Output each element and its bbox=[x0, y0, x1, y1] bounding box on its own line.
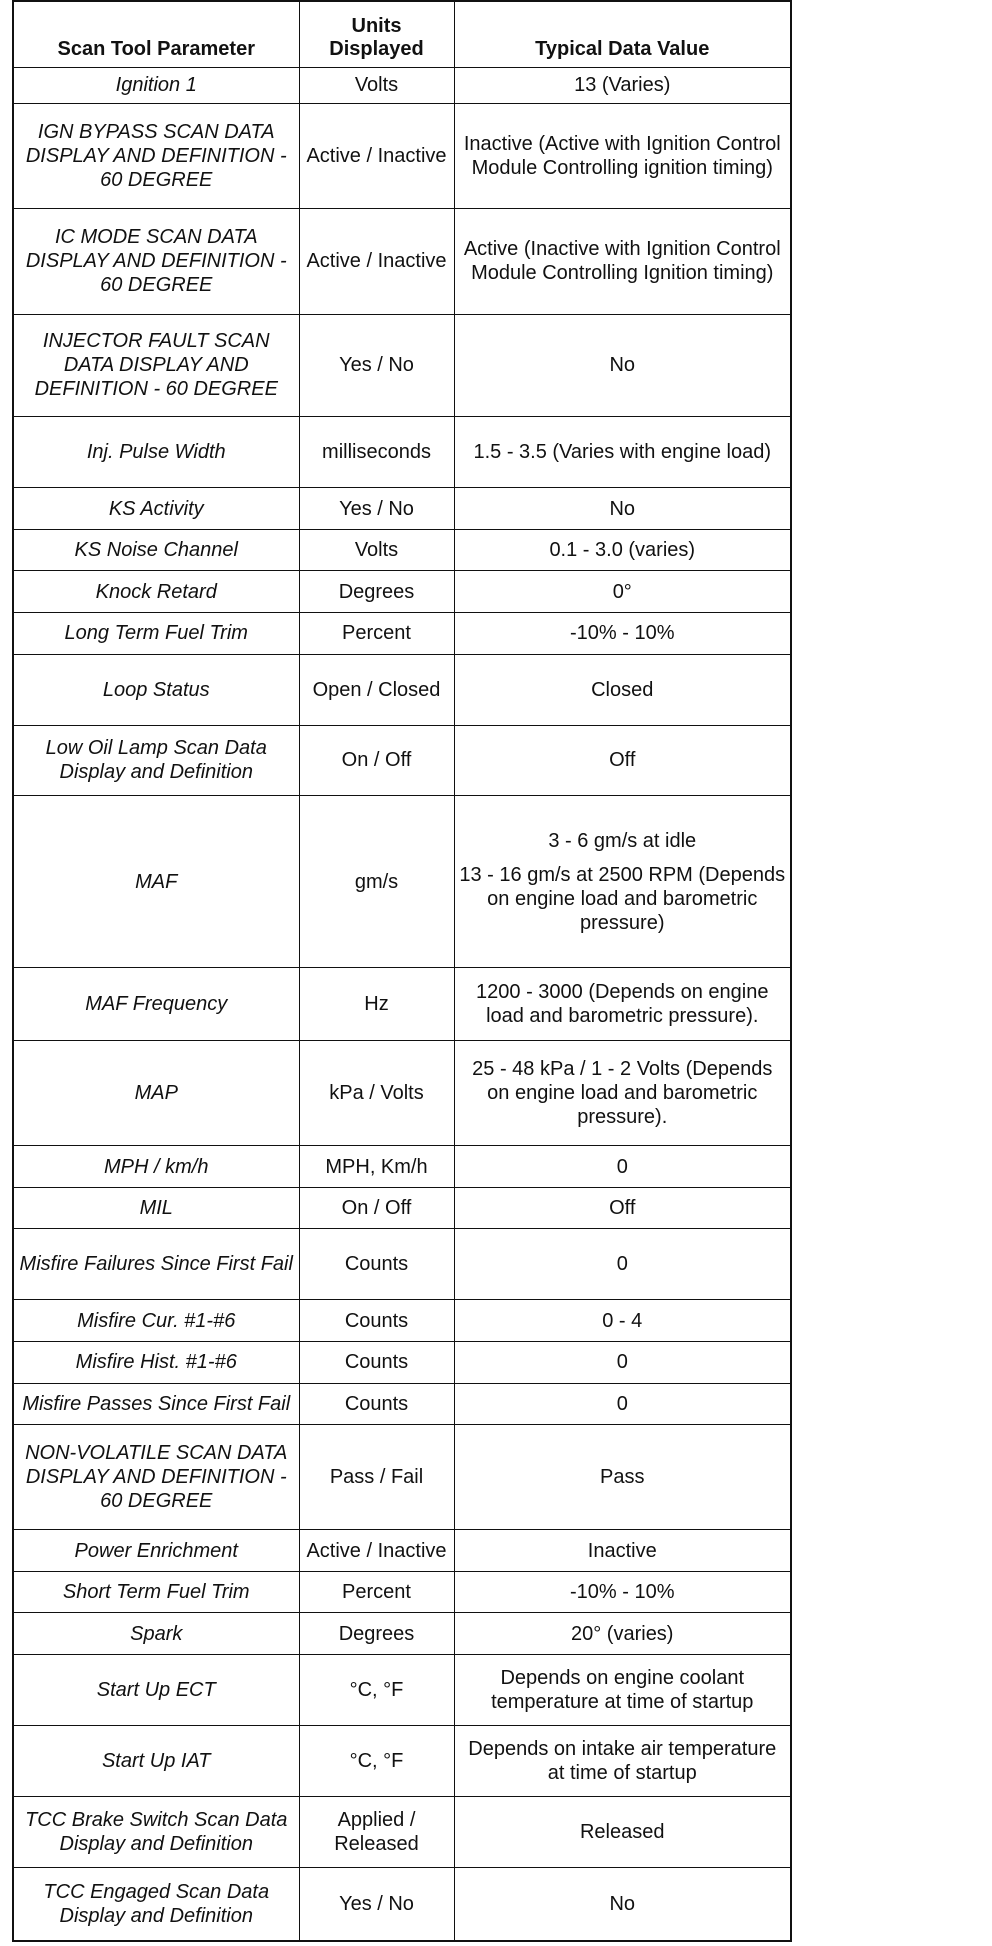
table-row bbox=[13, 1613, 791, 1655]
units-cell: Percent bbox=[299, 612, 454, 654]
typical-value-line: 0° bbox=[612, 580, 632, 603]
units-cell: Applied / Released bbox=[299, 1796, 454, 1867]
typical-value-cell bbox=[454, 1613, 791, 1655]
parameter-cell: Short Term Fuel Trim bbox=[13, 1571, 299, 1613]
table-row bbox=[13, 1229, 791, 1300]
typical-value-line: 1200 - 3000 (Depends on engine load and barometric pressure). bbox=[476, 980, 769, 1027]
parameter-cell: Low Oil Lamp Scan Data Display and Definition bbox=[13, 725, 299, 796]
typical-value-cell bbox=[454, 612, 791, 654]
typical-value-line: Released bbox=[579, 1820, 665, 1843]
typical-value-line: 0 bbox=[616, 1351, 628, 1374]
parameter-cell: TCC Engaged Scan Data Display and Definition bbox=[13, 1867, 299, 1941]
table-row bbox=[13, 1300, 791, 1342]
table-row bbox=[13, 104, 791, 209]
typical-value-cell bbox=[454, 571, 791, 613]
units-cell: Hz bbox=[299, 967, 454, 1040]
parameter-cell: Misfire Hist. #1-#6 bbox=[13, 1341, 299, 1383]
header-units: Units Displayed bbox=[299, 1, 454, 67]
parameter-cell: Misfire Failures Since First Fail bbox=[13, 1229, 299, 1300]
table-row bbox=[13, 529, 791, 571]
units-cell: Volts bbox=[299, 67, 454, 104]
units-cell: Yes / No bbox=[299, 1867, 454, 1941]
parameter-cell: Loop Status bbox=[13, 654, 299, 725]
table-row bbox=[13, 1796, 791, 1867]
table-row bbox=[13, 1530, 791, 1572]
typical-value-line: Inactive (Active with Ignition Control Module Controlling ignition timing) bbox=[463, 133, 781, 180]
table-row bbox=[13, 967, 791, 1040]
units-cell: kPa / Volts bbox=[299, 1041, 454, 1146]
typical-value-line: No bbox=[609, 354, 636, 377]
parameter-cell: Inj. Pulse Width bbox=[13, 417, 299, 488]
typical-value-line: 0.1 - 3.0 (varies) bbox=[549, 539, 696, 562]
parameter-cell: NON-VOLATILE SCAN DATA DISPLAY AND DEFINITION - 60 DEGREE bbox=[13, 1425, 299, 1530]
typical-value-cell bbox=[454, 1530, 791, 1572]
units-cell: Yes / No bbox=[299, 314, 454, 417]
table-row bbox=[13, 796, 791, 967]
units-cell: Percent bbox=[299, 1571, 454, 1613]
table-row bbox=[13, 1146, 791, 1188]
typical-value-cell bbox=[454, 1187, 791, 1229]
table-row bbox=[13, 1425, 791, 1530]
typical-value-cell bbox=[454, 1571, 791, 1613]
typical-value-cell bbox=[454, 209, 791, 314]
typical-value-cell bbox=[454, 314, 791, 417]
parameter-cell: Power Enrichment bbox=[13, 1530, 299, 1572]
parameter-cell: Start Up IAT bbox=[13, 1725, 299, 1796]
parameter-cell: INJECTOR FAULT SCAN DATA DISPLAY AND DEFINITION - 60 DEGREE bbox=[13, 314, 299, 417]
typical-value-cell bbox=[454, 67, 791, 104]
typical-value-cell bbox=[454, 1725, 791, 1796]
typical-value-cell bbox=[454, 529, 791, 571]
table-row bbox=[13, 209, 791, 314]
typical-value-line: No bbox=[609, 1892, 636, 1915]
typical-value-line: 0 - 4 bbox=[602, 1309, 643, 1332]
parameter-cell: Spark bbox=[13, 1613, 299, 1655]
typical-value-line: Off bbox=[609, 1197, 636, 1220]
parameter-cell: Long Term Fuel Trim bbox=[13, 612, 299, 654]
table-row bbox=[13, 725, 791, 796]
typical-value-line: 13 (Varies) bbox=[574, 74, 671, 97]
table-row bbox=[13, 1571, 791, 1613]
typical-value-line: 0 bbox=[616, 1155, 628, 1178]
header-row bbox=[13, 1, 791, 67]
typical-value-cell bbox=[454, 967, 791, 1040]
units-cell: Open / Closed bbox=[299, 654, 454, 725]
units-cell: On / Off bbox=[299, 725, 454, 796]
units-cell: Counts bbox=[299, 1341, 454, 1383]
header-parameter: Scan Tool Parameter bbox=[13, 1, 299, 67]
typical-value-line: 25 - 48 kPa / 1 - 2 Volts (Depends on engine load and barometric pressure). bbox=[472, 1058, 773, 1129]
units-cell: Counts bbox=[299, 1229, 454, 1300]
parameter-cell: IGN BYPASS SCAN DATA DISPLAY AND DEFINITION - 60 DEGREE bbox=[13, 104, 299, 209]
units-cell: Degrees bbox=[299, 571, 454, 613]
typical-value-line: Depends on intake air temperature at time of startup bbox=[468, 1737, 777, 1784]
typical-value-cell bbox=[454, 1383, 791, 1425]
header-typical-value: Typical Data Value bbox=[454, 1, 791, 67]
scan-tool-data-table bbox=[12, 0, 792, 1942]
typical-value-cell bbox=[454, 1229, 791, 1300]
units-cell: gm/s bbox=[299, 796, 454, 967]
typical-value-cell bbox=[454, 417, 791, 488]
parameter-cell: KS Activity bbox=[13, 488, 299, 530]
parameter-cell: Misfire Passes Since First Fail bbox=[13, 1383, 299, 1425]
typical-value-cell bbox=[454, 796, 791, 967]
table-body bbox=[13, 67, 791, 1941]
typical-value-cell bbox=[454, 1867, 791, 1941]
parameter-cell: MAP bbox=[13, 1041, 299, 1146]
table-row bbox=[13, 1725, 791, 1796]
units-cell: Active / Inactive bbox=[299, 209, 454, 314]
table-row bbox=[13, 612, 791, 654]
units-cell: MPH, Km/h bbox=[299, 1146, 454, 1188]
table-row bbox=[13, 1341, 791, 1383]
units-cell: °C, °F bbox=[299, 1655, 454, 1726]
table-row bbox=[13, 67, 791, 104]
parameter-cell: MAF bbox=[13, 796, 299, 967]
table-row bbox=[13, 1655, 791, 1726]
typical-value-cell bbox=[454, 1341, 791, 1383]
parameter-cell: TCC Brake Switch Scan Data Display and Definition bbox=[13, 1796, 299, 1867]
parameter-cell: KS Noise Channel bbox=[13, 529, 299, 571]
units-cell: Active / Inactive bbox=[299, 1530, 454, 1572]
typical-value-line: 0 bbox=[616, 1253, 628, 1276]
parameter-cell: Start Up ECT bbox=[13, 1655, 299, 1726]
typical-value-line: Active (Inactive with Ignition Control Module Controlling Ignition timing) bbox=[463, 238, 781, 285]
table-row bbox=[13, 654, 791, 725]
table-row bbox=[13, 1383, 791, 1425]
typical-value-cell bbox=[454, 654, 791, 725]
parameter-cell: Ignition 1 bbox=[13, 67, 299, 104]
typical-value-cell bbox=[454, 1655, 791, 1726]
units-cell: milliseconds bbox=[299, 417, 454, 488]
typical-value-line: No bbox=[609, 497, 636, 520]
table-row bbox=[13, 1041, 791, 1146]
typical-value-cell bbox=[454, 1041, 791, 1146]
units-cell: On / Off bbox=[299, 1187, 454, 1229]
typical-value-cell bbox=[454, 1796, 791, 1867]
typical-value-line: Off bbox=[609, 749, 636, 772]
typical-value-cell bbox=[454, 104, 791, 209]
parameter-cell: Knock Retard bbox=[13, 571, 299, 613]
units-cell: Yes / No bbox=[299, 488, 454, 530]
typical-value-line: 3 - 6 gm/s at idle bbox=[548, 829, 697, 852]
typical-value-line: Closed bbox=[591, 678, 654, 701]
typical-value-cell bbox=[454, 1425, 791, 1530]
typical-value-line: Inactive bbox=[587, 1539, 657, 1562]
typical-value-line: 13 - 16 gm/s at 2500 RPM (Depends on engine load and barometric pressure) bbox=[459, 863, 786, 934]
parameter-cell: IC MODE SCAN DATA DISPLAY AND DEFINITION - 60 DEGREE bbox=[13, 209, 299, 314]
units-cell: Counts bbox=[299, 1383, 454, 1425]
typical-value-cell bbox=[454, 725, 791, 796]
parameter-cell: MIL bbox=[13, 1187, 299, 1229]
typical-value-line: -10% - 10% bbox=[570, 622, 675, 645]
table-row bbox=[13, 1187, 791, 1229]
table-row bbox=[13, 1867, 791, 1941]
typical-value-line: 1.5 - 3.5 (Varies with engine load) bbox=[473, 441, 772, 464]
table-row bbox=[13, 314, 791, 417]
table-row bbox=[13, 571, 791, 613]
typical-value-line: Depends on engine coolant temperature at time of startup bbox=[491, 1666, 754, 1713]
table-row bbox=[13, 417, 791, 488]
typical-value-line: Pass bbox=[600, 1466, 645, 1489]
units-cell: Volts bbox=[299, 529, 454, 571]
typical-value-cell bbox=[454, 488, 791, 530]
units-cell: Pass / Fail bbox=[299, 1425, 454, 1530]
parameter-cell: MPH / km/h bbox=[13, 1146, 299, 1188]
units-cell: °C, °F bbox=[299, 1725, 454, 1796]
parameter-cell: Misfire Cur. #1-#6 bbox=[13, 1300, 299, 1342]
typical-value-cell bbox=[454, 1146, 791, 1188]
units-cell: Degrees bbox=[299, 1613, 454, 1655]
typical-value-cell bbox=[454, 1300, 791, 1342]
typical-value-line: 20° (varies) bbox=[571, 1622, 674, 1645]
units-cell: Active / Inactive bbox=[299, 104, 454, 209]
table-row bbox=[13, 488, 791, 530]
units-cell: Counts bbox=[299, 1300, 454, 1342]
typical-value-line: 0 bbox=[616, 1392, 628, 1415]
scan-data-sheet bbox=[12, 0, 790, 1942]
typical-value-line: -10% - 10% bbox=[570, 1581, 675, 1604]
parameter-cell: MAF Frequency bbox=[13, 967, 299, 1040]
